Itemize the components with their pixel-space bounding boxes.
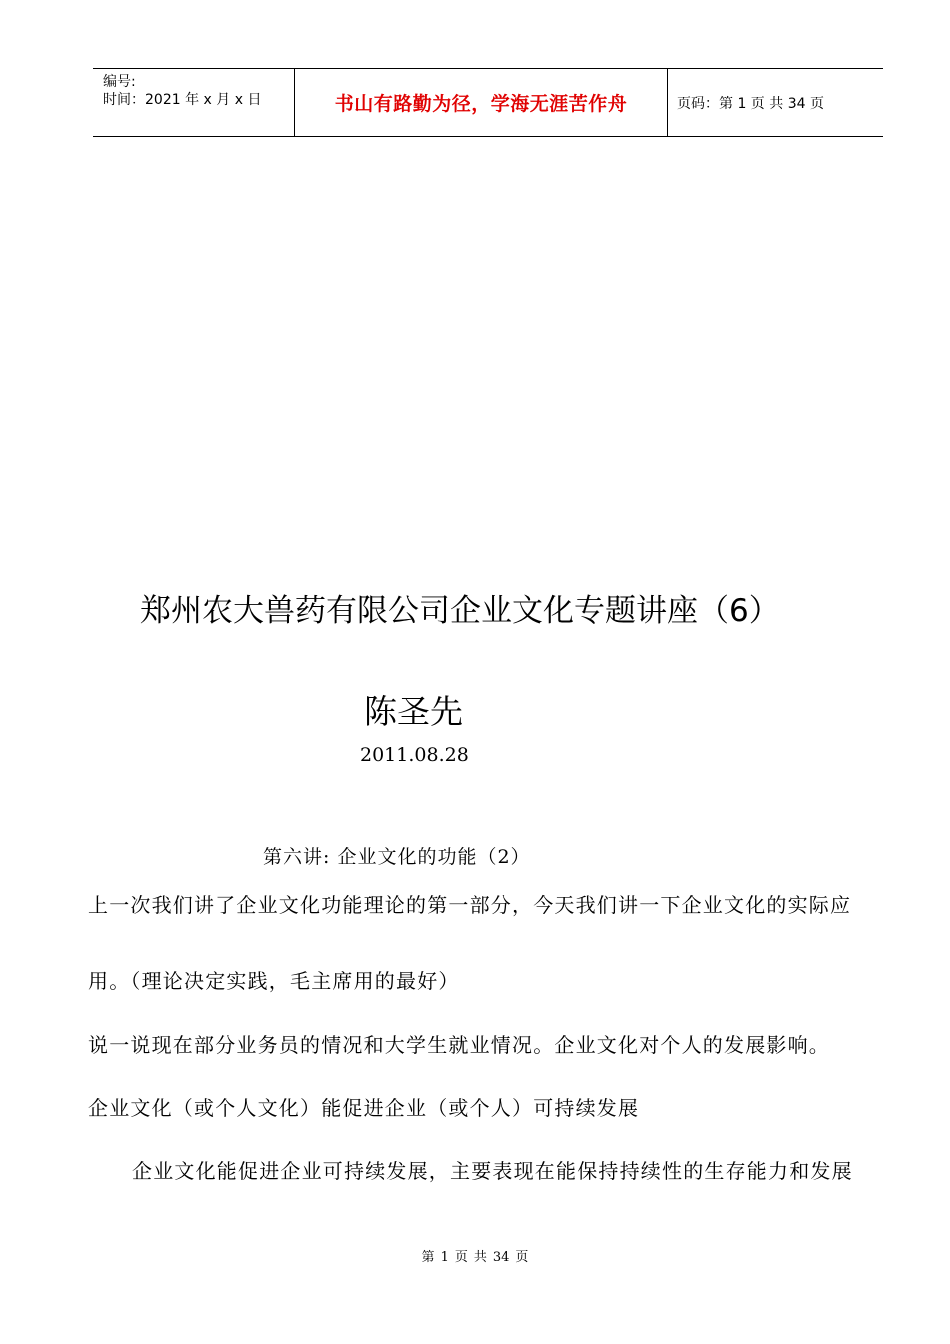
- paragraph-line-1: 上一次我们讲了企业文化功能理论的第一部分，今天我们讲一下企业文化的实际应: [88, 893, 852, 917]
- header-divider-right: [667, 69, 668, 136]
- footer-page-word: 第: [421, 1250, 435, 1265]
- document-title: 郑州农大兽药有限公司企业文化专题讲座（6）: [140, 593, 780, 629]
- header-page-info: 页码：第 1 页 共 34 页: [677, 95, 824, 112]
- header-meta: [103, 73, 261, 109]
- footer-page-number: 1: [440, 1250, 449, 1265]
- document-date: 2011.08.28: [360, 744, 469, 766]
- lecture-heading: 第六讲: 企业文化的功能（2）: [263, 846, 531, 868]
- paragraph-line-5: 企业文化能促进企业可持续发展，主要表现在能保持持续性的生存能力和发展: [132, 1159, 853, 1183]
- page-header: [93, 68, 883, 137]
- document-number-label: 编号:: [103, 74, 136, 90]
- document-time-label: 时间：2021 年 x 月 x 日: [103, 92, 262, 108]
- page-footer: [0, 1246, 950, 1265]
- footer-total-word: 共: [473, 1250, 487, 1265]
- footer-total-pages: 34: [492, 1250, 510, 1265]
- paragraph-line-4: 企业文化（或个人文化）能促进企业（或个人）可持续发展: [88, 1096, 640, 1120]
- header-motto: 书山有路勤为径，学海无涯苦作舟: [334, 93, 628, 115]
- footer-page-word: 页: [515, 1250, 529, 1265]
- document-author: 陈圣先: [364, 692, 463, 731]
- paragraph-line-2: 用。（理论决定实践，毛主席用的最好）: [88, 969, 460, 993]
- paragraph-line-3: 说一说现在部分业务员的情况和大学生就业情况。企业文化对个人的发展影响。: [88, 1033, 830, 1057]
- footer-page-word: 页: [454, 1250, 468, 1265]
